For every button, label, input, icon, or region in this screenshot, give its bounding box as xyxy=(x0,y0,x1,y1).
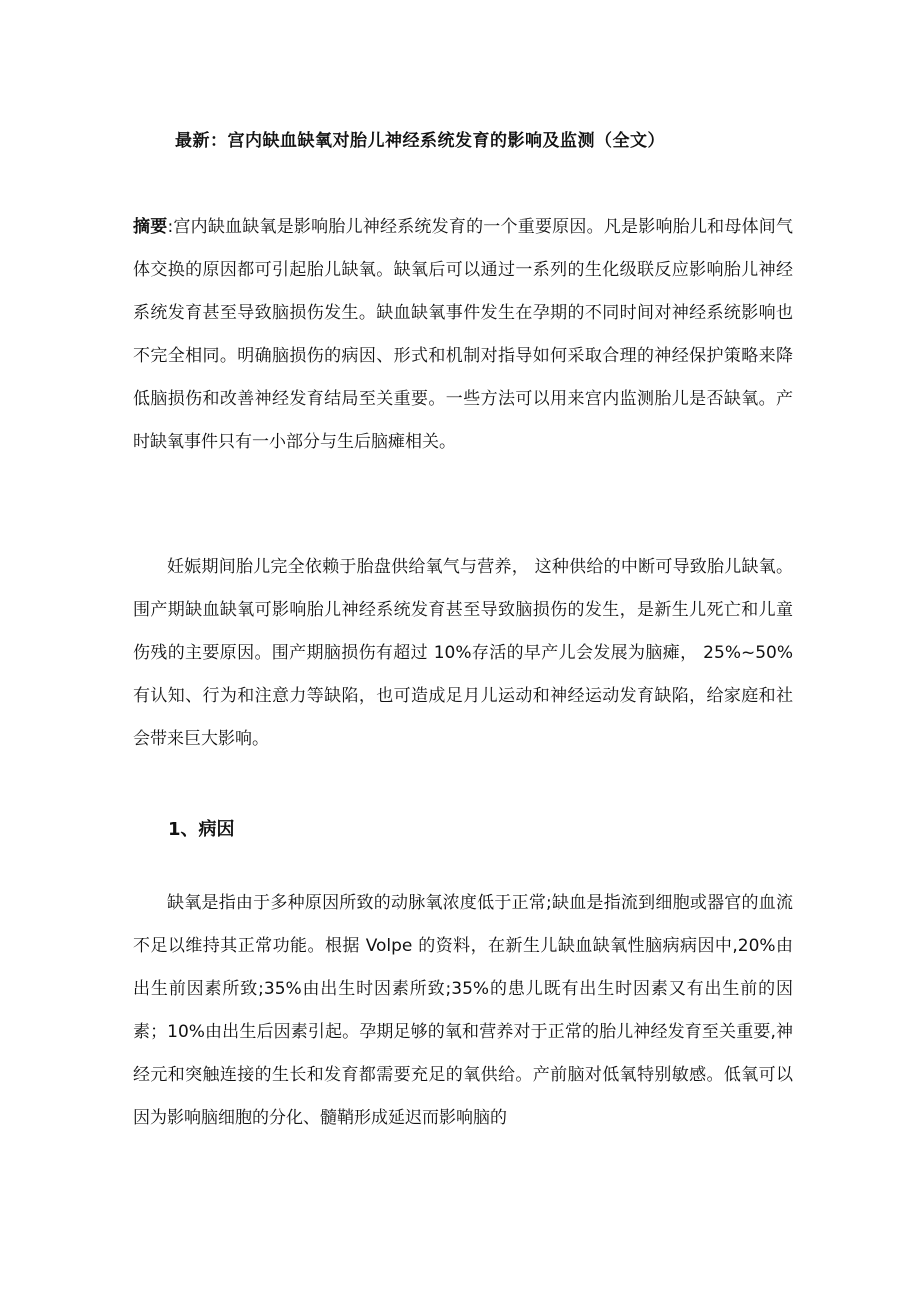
abstract-text: 宫内缺血缺氧是影响胎儿神经系统发育的一个重要原因。凡是影响胎儿和母体间气体交换的原因都可引起胎儿缺氧。缺氧后可以通过一系列的生化级联反应影响胎儿神经系统发育甚至导致脑损伤发生。缺血缺氧事件发生在孕期的不同时间对神经系统影响也不完全相同。明确脑损伤的病因、形式和机制对指导如何采取合理的神经保护策略来降低脑损伤和改善神经发育结局至关重要。一些方法可以用来宫内监测胎儿是否缺氧。产时缺氧事件只有一小部分与生后脑瘫相关。 xyxy=(133,217,794,452)
section-1-paragraph: 缺氧是指由于多种原因所致的动脉氧浓度低于正常;缺血是指流到细胞或器官的血流不足以维持其正常功能。根据 Volpe 的资料，在新生儿缺血缺氧性脑病病因中,20%由出生前因素所致;35%由出生时因素所致;35%的患儿既有出生时因素又有出生前的因素；10%由出生后因素引起。孕期足够的氧和营养对于正常的胎儿神经发育至关重要,神经元和突触连接的生长和发育都需要充足的氧供给。产前脑对低氧特别敏感。低氧可以因为影响脑细胞的分化、髓鞘形成延迟而影响脑的 xyxy=(133,893,793,1128)
intro-paragraph: 妊娠期间胎儿完全依赖于胎盘供给氧气与营养， 这种供给的中断可导致胎儿缺氧。围产期缺血缺氧可影响胎儿神经系统发育甚至导致脑损伤的发生，是新生儿死亡和儿童伤残的主要原因。围产期脑损伤有超过 10%存活的早产儿会发展为脑瘫， 25%~50%有认知、行为和注意力等缺陷，也可造成足月儿运动和神经运动发育缺陷，给家庭和社会带来巨大影响。 xyxy=(133,557,793,749)
abstract-separator: : xyxy=(167,217,174,237)
section-1-heading: 1、病因 xyxy=(168,819,235,840)
abstract-label: 摘要 xyxy=(133,217,168,237)
abstract-paragraph xyxy=(133,206,793,464)
document-title: 最新：宫内缺血缺氧对胎儿神经系统发育的影响及监测（全文） xyxy=(175,131,665,151)
